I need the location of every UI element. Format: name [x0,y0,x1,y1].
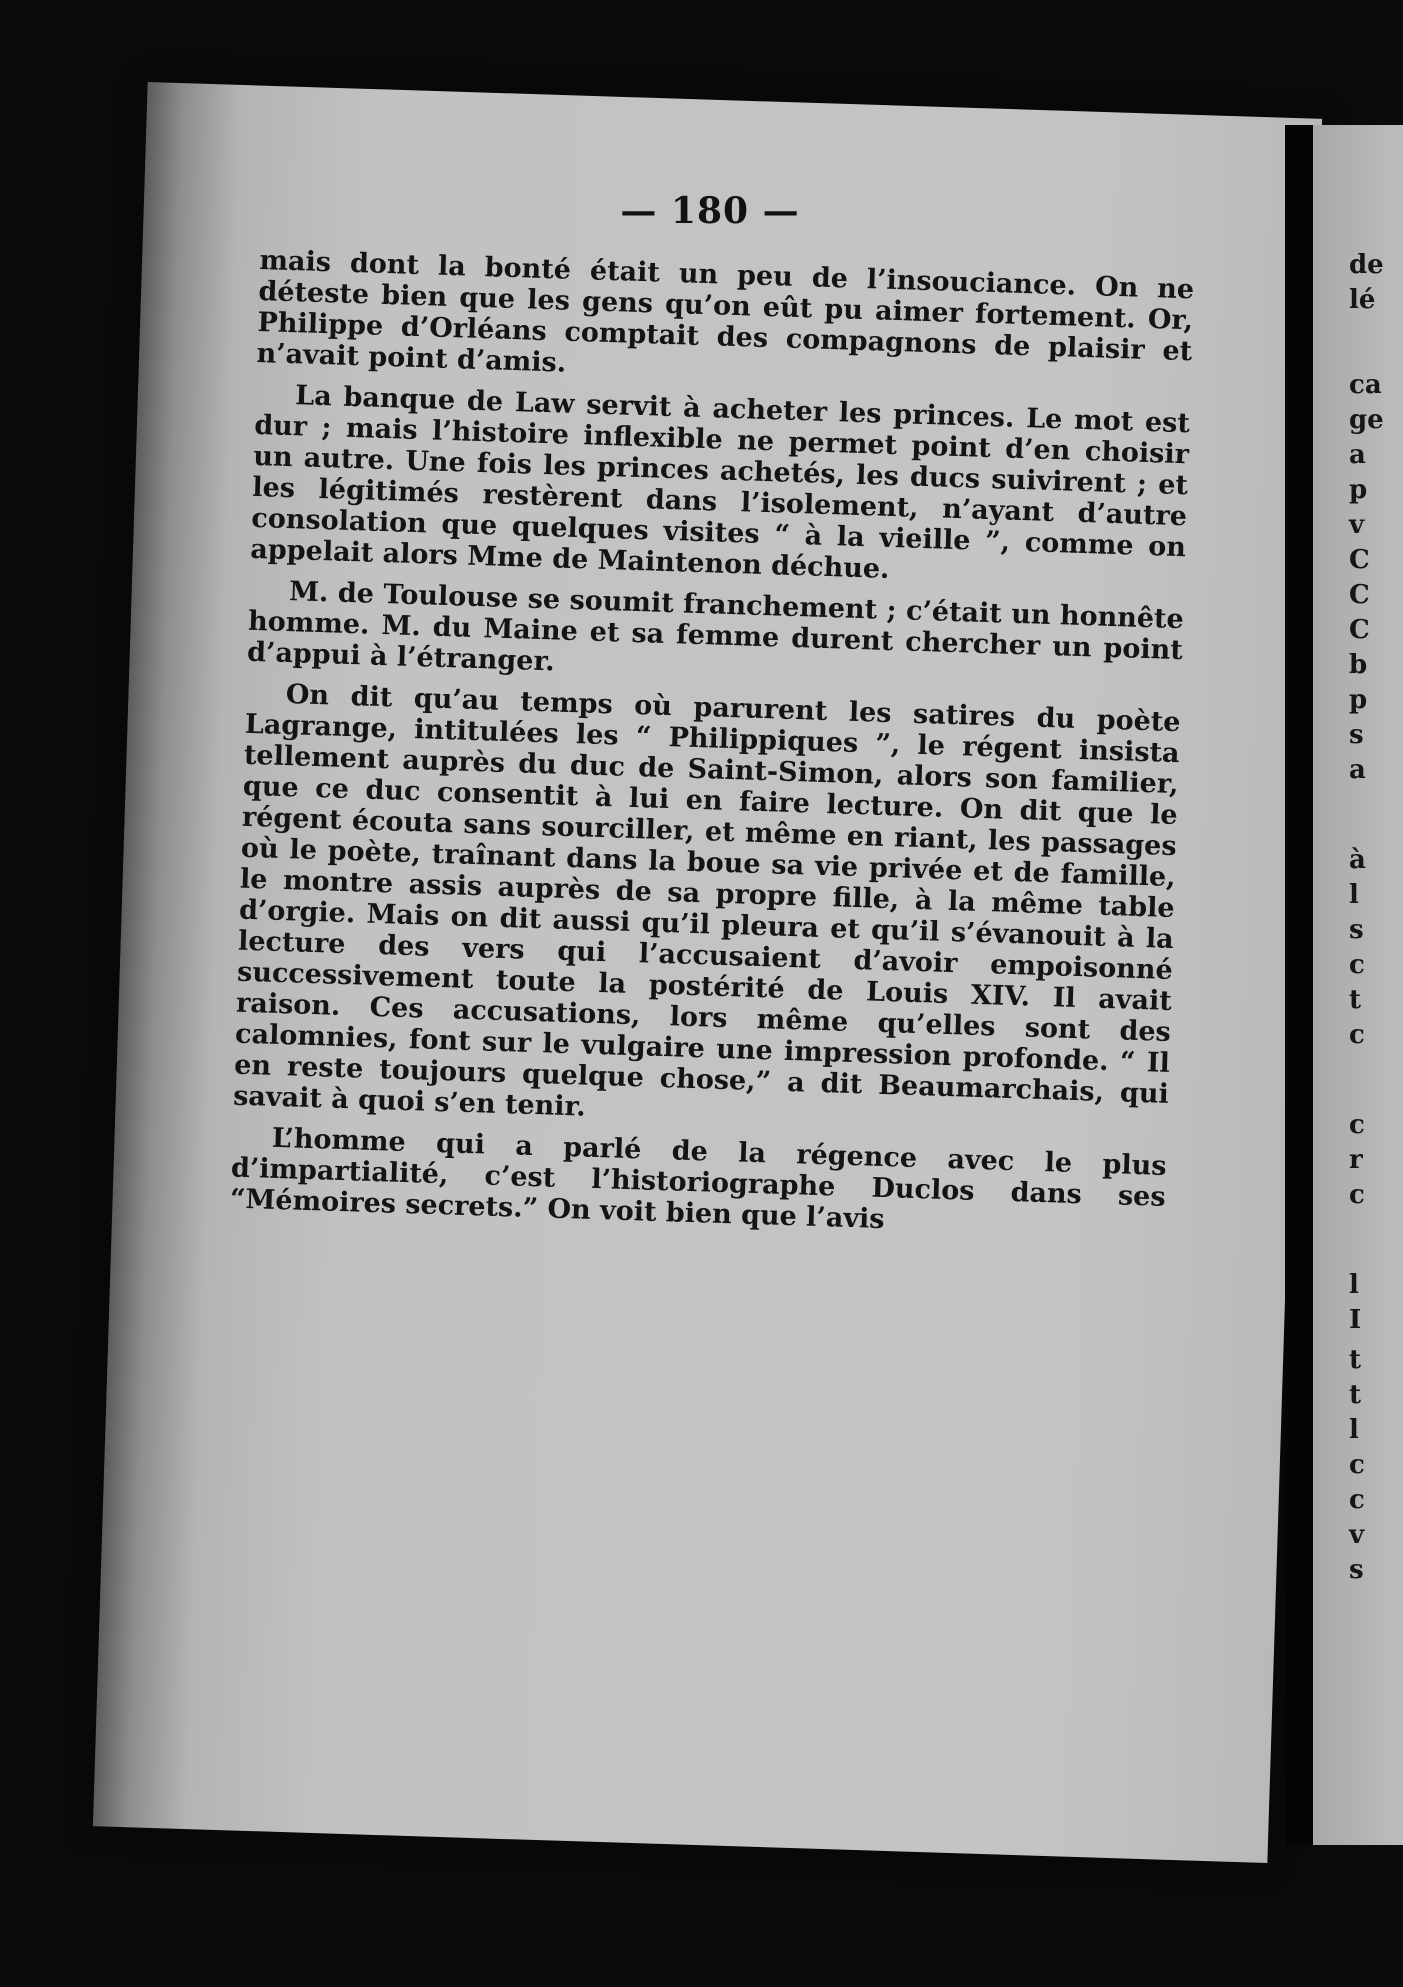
right-page-fragment: C [1349,545,1370,575]
right-page-fragment: t [1349,985,1362,1015]
right-page-fragment: a [1349,440,1366,470]
page-number: — 180 — [620,190,800,232]
right-page-fragment: p [1349,685,1368,715]
paragraph-4: On dit qu’au temps où parurent les satires du poète Lagrange, intitulées les “ Philippiques ”, le régent insista tellement auprès du duc de Saint-Simon, alors son familier, que ce duc consentit à lui en faire lecture. On dit que le régent écouta sans sourciller, et même en riant, les passages où le poète, traînant dans la boue sa vie privée et de famille, le montre assis auprès de sa propre fille, à la même table d’orgie. Mais on dit aussi qu’il pleura et qu’il s’évanouit à la lecture des vers qui l’accusaient d’avoir empoisonné successivement toute la postérité de Louis XIV. Il avait raison. Ces accusations, lors même qu’elles sont des calomnies, font sur le vulgaire une impression profonde. “ Il en reste toujours quelque chose,” a dit Beaumarchais, qui savait à quoi s’en tenir. [232,679,1181,1123]
right-page-fragment: l [1349,1270,1359,1300]
right-page-fragment: C [1349,615,1370,645]
right-page-fragment: c [1349,1180,1365,1210]
right-page-fragment: à [1349,845,1366,875]
paragraph-1: mais dont la bonté était un peu de l’insouciance. On ne déteste bien que les gens qu’on eût pu aimer fortement. Or, Philippe d’Orléans comptait des compagnons de plaisir et n’avait point d’amis. [256,245,1195,379]
right-page-fragment: r [1349,1145,1363,1175]
page-text [229,245,1194,1254]
right-page-fragment: I [1349,1305,1362,1335]
right-page-fragment: s [1349,720,1364,750]
right-page-fragment: t [1349,1345,1362,1375]
right-page-fragment: s [1349,915,1364,945]
right-page-fragment: c [1349,950,1365,980]
right-page-fragment: p [1349,475,1368,505]
right-page-fragment: c [1349,1485,1365,1515]
right-page-fragment: s [1349,1555,1364,1585]
right-page-fragment: c [1349,1450,1365,1480]
right-page-fragment: C [1349,580,1370,610]
right-page-fragment: v [1349,510,1365,540]
right-page-fragment: de [1349,250,1384,280]
right-page-fragment: ge [1349,405,1384,435]
right-page-fragment: l [1349,880,1359,910]
right-book-page-edge [1313,125,1403,1845]
right-page-fragment: v [1349,1520,1365,1550]
right-page-fragment: b [1349,650,1368,680]
right-page-fragment: lé [1349,285,1376,315]
paragraph-2: La banque de Law servit à acheter les princes. Le mot est dur ; mais l’histoire inflexible ne permet point d’en choisir un autre. Une fois les princes achetés, les ducs suivirent ; et les légitimés restèrent dans l’isolement, n’ayant d’autre consolation que quelques visites “ à la vieille ”, comme on appelait alors Mme de Maintenon déchue. [249,380,1191,585]
paragraph-5: L’homme qui a parlé de la régence avec le plus d’impartialité, c’est l’historiographe Duclos dans ses “Mémoires secrets.” On voit bien que l’avis [229,1122,1167,1236]
paragraph-3: M. de Toulouse se soumit franchement ; c’était un honnête homme. M. du Maine et sa femme durent chercher un point d’appui à l’étranger. [246,576,1185,678]
right-page-fragment: c [1349,1110,1365,1140]
right-page-fragment: t [1349,1380,1362,1410]
right-page-fragment: ca [1349,370,1382,400]
book-spine-gutter [1285,125,1313,1845]
right-page-fragment: a [1349,755,1366,785]
right-page-fragment: l [1349,1415,1359,1445]
right-page-fragment: c [1349,1020,1365,1050]
